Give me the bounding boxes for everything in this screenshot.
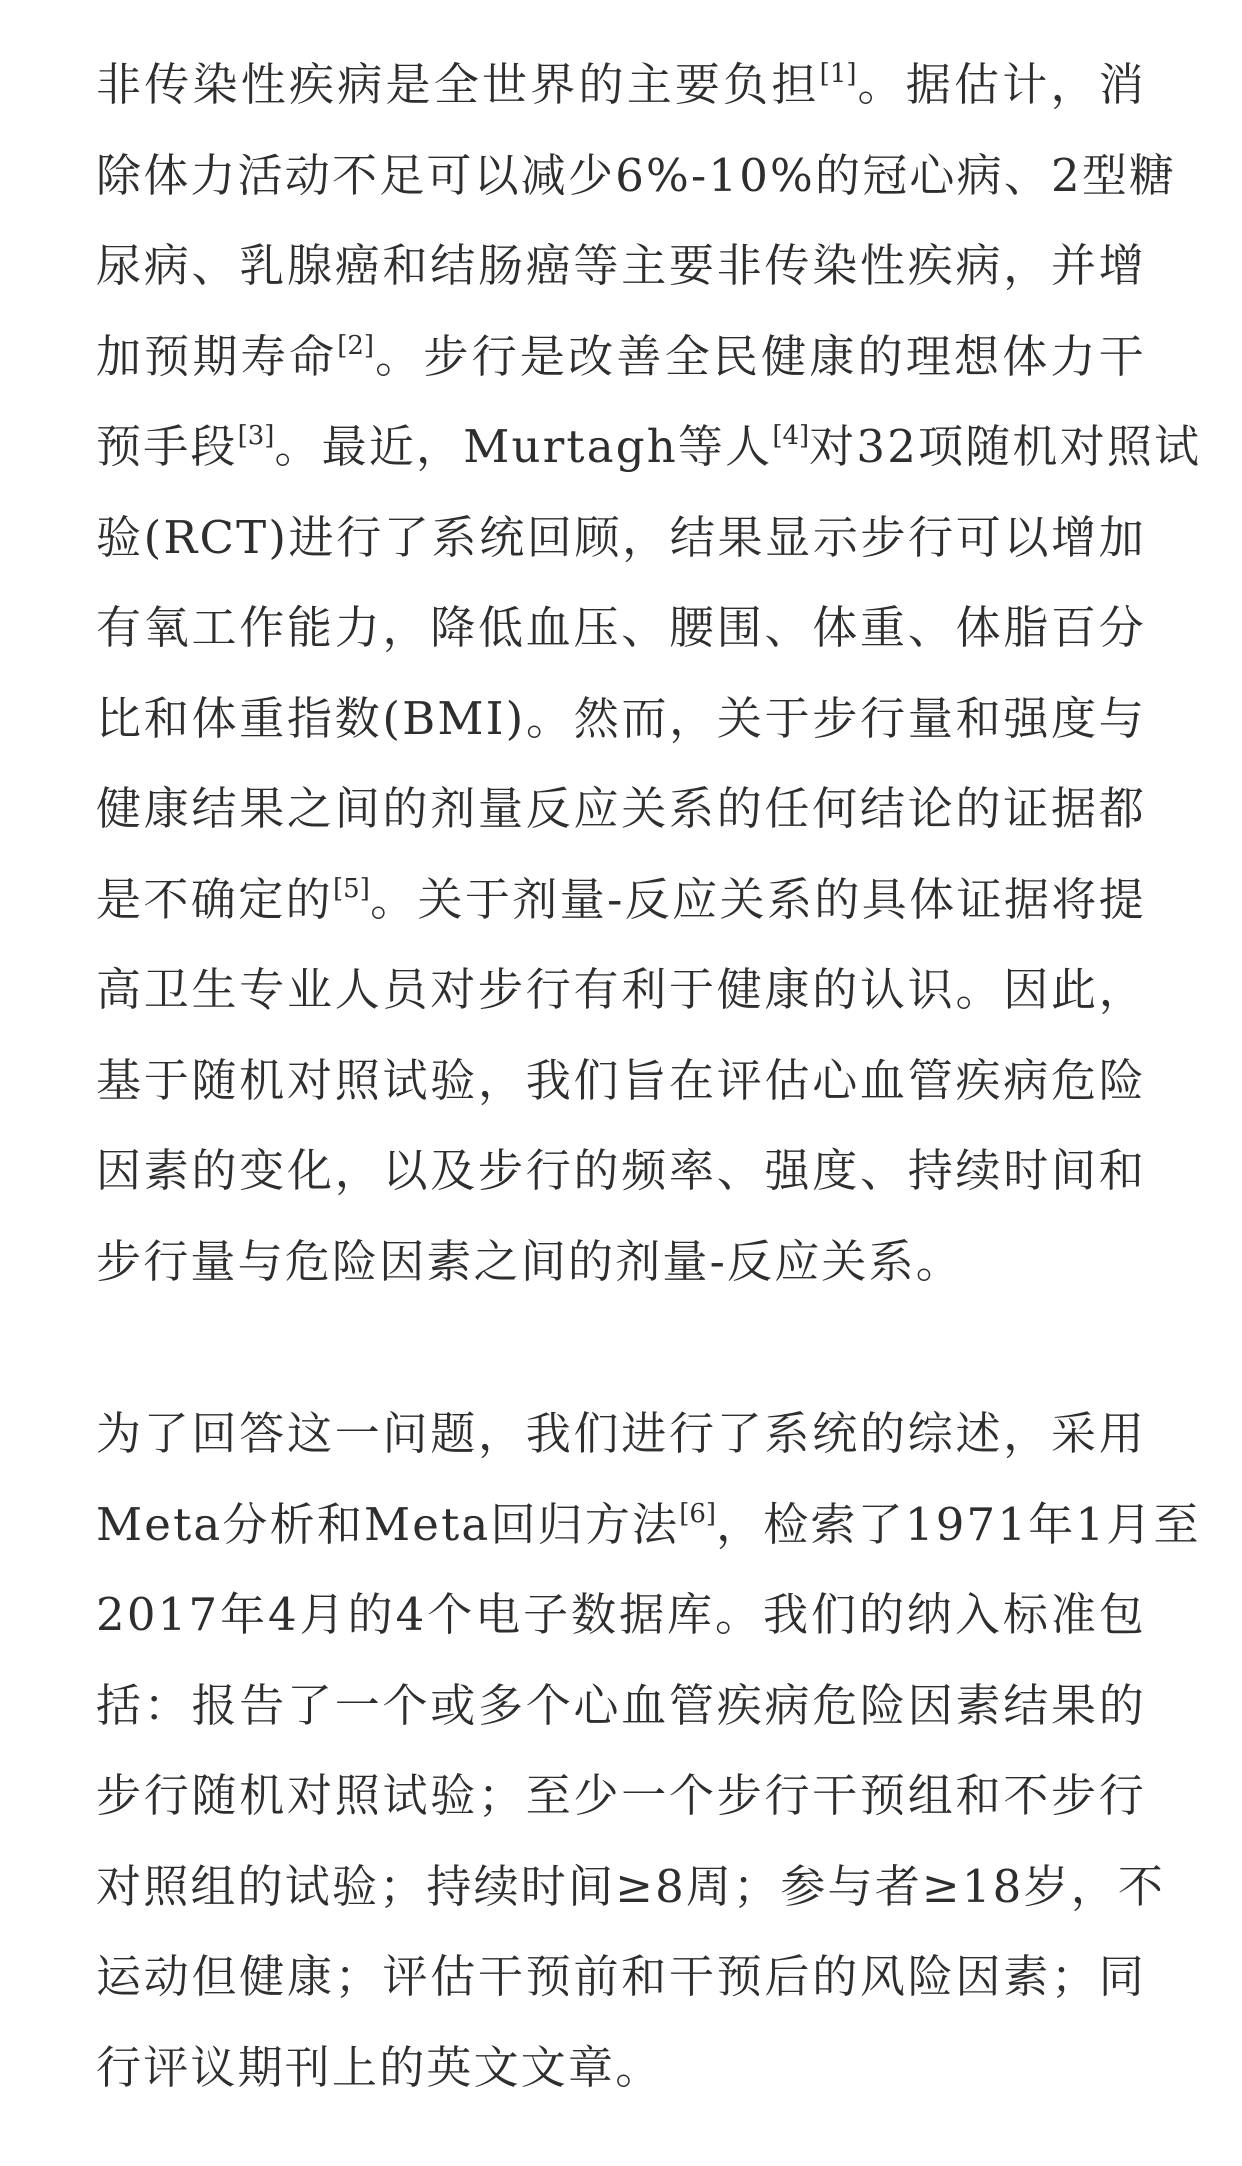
text-line: 为了回答这一问题，我们进行了系统的综述，采用 — [96, 1407, 1146, 1460]
text-line: 是不确定的[5]。关于剂量-反应关系的具体证据将提 — [96, 872, 1146, 926]
text-line: 预手段[3]。最近，Murtagh等人[4]对32项随机对照试 — [96, 420, 1202, 473]
text-line: 基于随机对照试验，我们旨在评估心血管疾病危险 — [96, 1053, 1146, 1107]
text-line: 非传染性疾病是全世界的主要负担[1]。据估计，消 — [96, 58, 1146, 111]
text-line: 高卫生专业人员对步行有利于健康的认识。因此， — [96, 963, 1146, 1016]
text-line: 除体力活动不足可以减少6%-10%的冠心病、2型糖 — [96, 148, 1177, 202]
citation-ref[interactable]: [4] — [772, 421, 810, 451]
text-line: 比和体重指数(BMI)。然而，关于步行量和强度与 — [96, 691, 1146, 745]
text-line: 步行随机对照试验；至少一个步行干预组和不步行 — [96, 1769, 1146, 1822]
text-line: 2017年4月的4个电子数据库。我们的纳入标准包 — [96, 1588, 1146, 1641]
text-line: 对照组的试验；持续时间≥8周；参与者≥18岁，不 — [96, 1859, 1166, 1913]
citation-ref[interactable]: [2] — [337, 330, 375, 361]
citation-ref[interactable]: [6] — [679, 1498, 717, 1529]
citation-ref[interactable]: [5] — [333, 873, 370, 904]
text-line: 运动但健康；评估干预前和干预后的风险因素；同 — [96, 1950, 1146, 2003]
text-line: Meta分析和Meta回归方法[6]，检索了1971年1月至 — [96, 1497, 1201, 1551]
text-line: 加预期寿命[2]。步行是改善全民健康的理想体力干 — [96, 329, 1146, 383]
text-line: 步行量与危险因素之间的剂量-反应关系。 — [96, 1234, 964, 1288]
text-line: 验(RCT)进行了系统回顾，结果显示步行可以增加 — [96, 510, 1146, 564]
citation-ref[interactable]: [1] — [819, 59, 857, 89]
paragraph-gap — [96, 1307, 1146, 1389]
text-line: 括：报告了一个或多个心血管疾病危险因素结果的 — [96, 1678, 1146, 1732]
text-line: 因素的变化，以及步行的频率、强度、持续时间和 — [96, 1144, 1146, 1197]
text-line: 行评议期刊上的英文文章。 — [96, 2040, 663, 2094]
text-line: 健康结果之间的剂量反应关系的任何结论的证据都 — [96, 782, 1146, 835]
text-line: 有氧工作能力，降低血压、腰围、体重、体脂百分 — [96, 601, 1146, 654]
citation-ref[interactable]: [3] — [237, 421, 275, 451]
text-line: 尿病、乳腺癌和结肠癌等主要非传染性疾病，并增 — [96, 239, 1146, 292]
article-body — [96, 40, 1202, 2113]
paragraph-intro — [96, 40, 1202, 1307]
paragraph-methods — [96, 1389, 1201, 2113]
